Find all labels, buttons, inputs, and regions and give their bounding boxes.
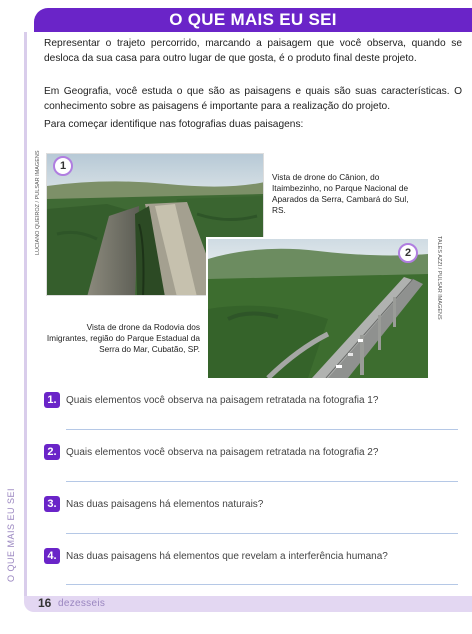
question-1 <box>44 392 464 408</box>
side-rule <box>24 32 27 598</box>
section-title: O QUE MAIS EU SEI <box>169 10 337 29</box>
photo-2-badge: 2 <box>398 243 418 263</box>
intro-paragraph-2: Em Geografia, você estuda o que são as paisagens e quais são suas características. O conhecimento sobre as paisagens é importante para a realização do projeto. <box>44 86 462 112</box>
question-2-number: 2. <box>44 444 60 460</box>
intro-paragraph-3: Para começar identifique nas fotografias duas paisagens: <box>44 119 304 130</box>
answer-line-1[interactable] <box>66 429 458 430</box>
question-4-number: 4. <box>44 548 60 564</box>
question-1-number: 1. <box>44 392 60 408</box>
photo-1-badge: 1 <box>53 156 73 176</box>
answer-line-4[interactable] <box>66 584 458 585</box>
question-2 <box>44 444 464 460</box>
page-number-words: dezesseis <box>58 598 106 609</box>
side-section-label: O QUE MAIS EU SEI <box>6 487 16 582</box>
intro-paragraph-1: Representar o trajeto percorrido, marcando a paisagem que você observa, quando se desloca da sua casa para outro lugar de que gosta, é o produto final deste projeto. <box>44 38 462 64</box>
section-header <box>34 8 472 32</box>
question-4 <box>44 548 464 564</box>
page-number: 16 <box>38 596 52 610</box>
question-3 <box>44 496 464 512</box>
photo-2-caption: Vista de drone da Rodovia dos Imigrantes, região do Parque Estadual da Serra do Mar, Cubatão, SP. <box>46 322 200 354</box>
photo-1-caption: Vista de drone do Cânion, do Itaimbezinho, no Parque Nacional de Aparados da Serra, Cambará do Sul, RS. <box>272 172 409 215</box>
highway-photo <box>206 237 430 380</box>
answer-line-3[interactable] <box>66 533 458 534</box>
question-4-text: Nas duas paisagens há elementos que revelam a interferência humana? <box>66 550 388 562</box>
question-1-text: Quais elementos você observa na paisagem retratada na fotografia 1? <box>66 394 379 406</box>
photo-1-credit: LUCIANO QUEIROZ / PULSAR IMAGENS <box>35 150 41 255</box>
question-2-text: Quais elementos você observa na paisagem retratada na fotografia 2? <box>66 446 379 458</box>
highway-illustration <box>208 239 428 378</box>
question-3-text: Nas duas paisagens há elementos naturais? <box>66 498 264 510</box>
question-3-number: 3. <box>44 496 60 512</box>
answer-line-2[interactable] <box>66 481 458 482</box>
photo-2-credit: TALES AZZI / PULSAR IMAGENS <box>436 236 442 320</box>
